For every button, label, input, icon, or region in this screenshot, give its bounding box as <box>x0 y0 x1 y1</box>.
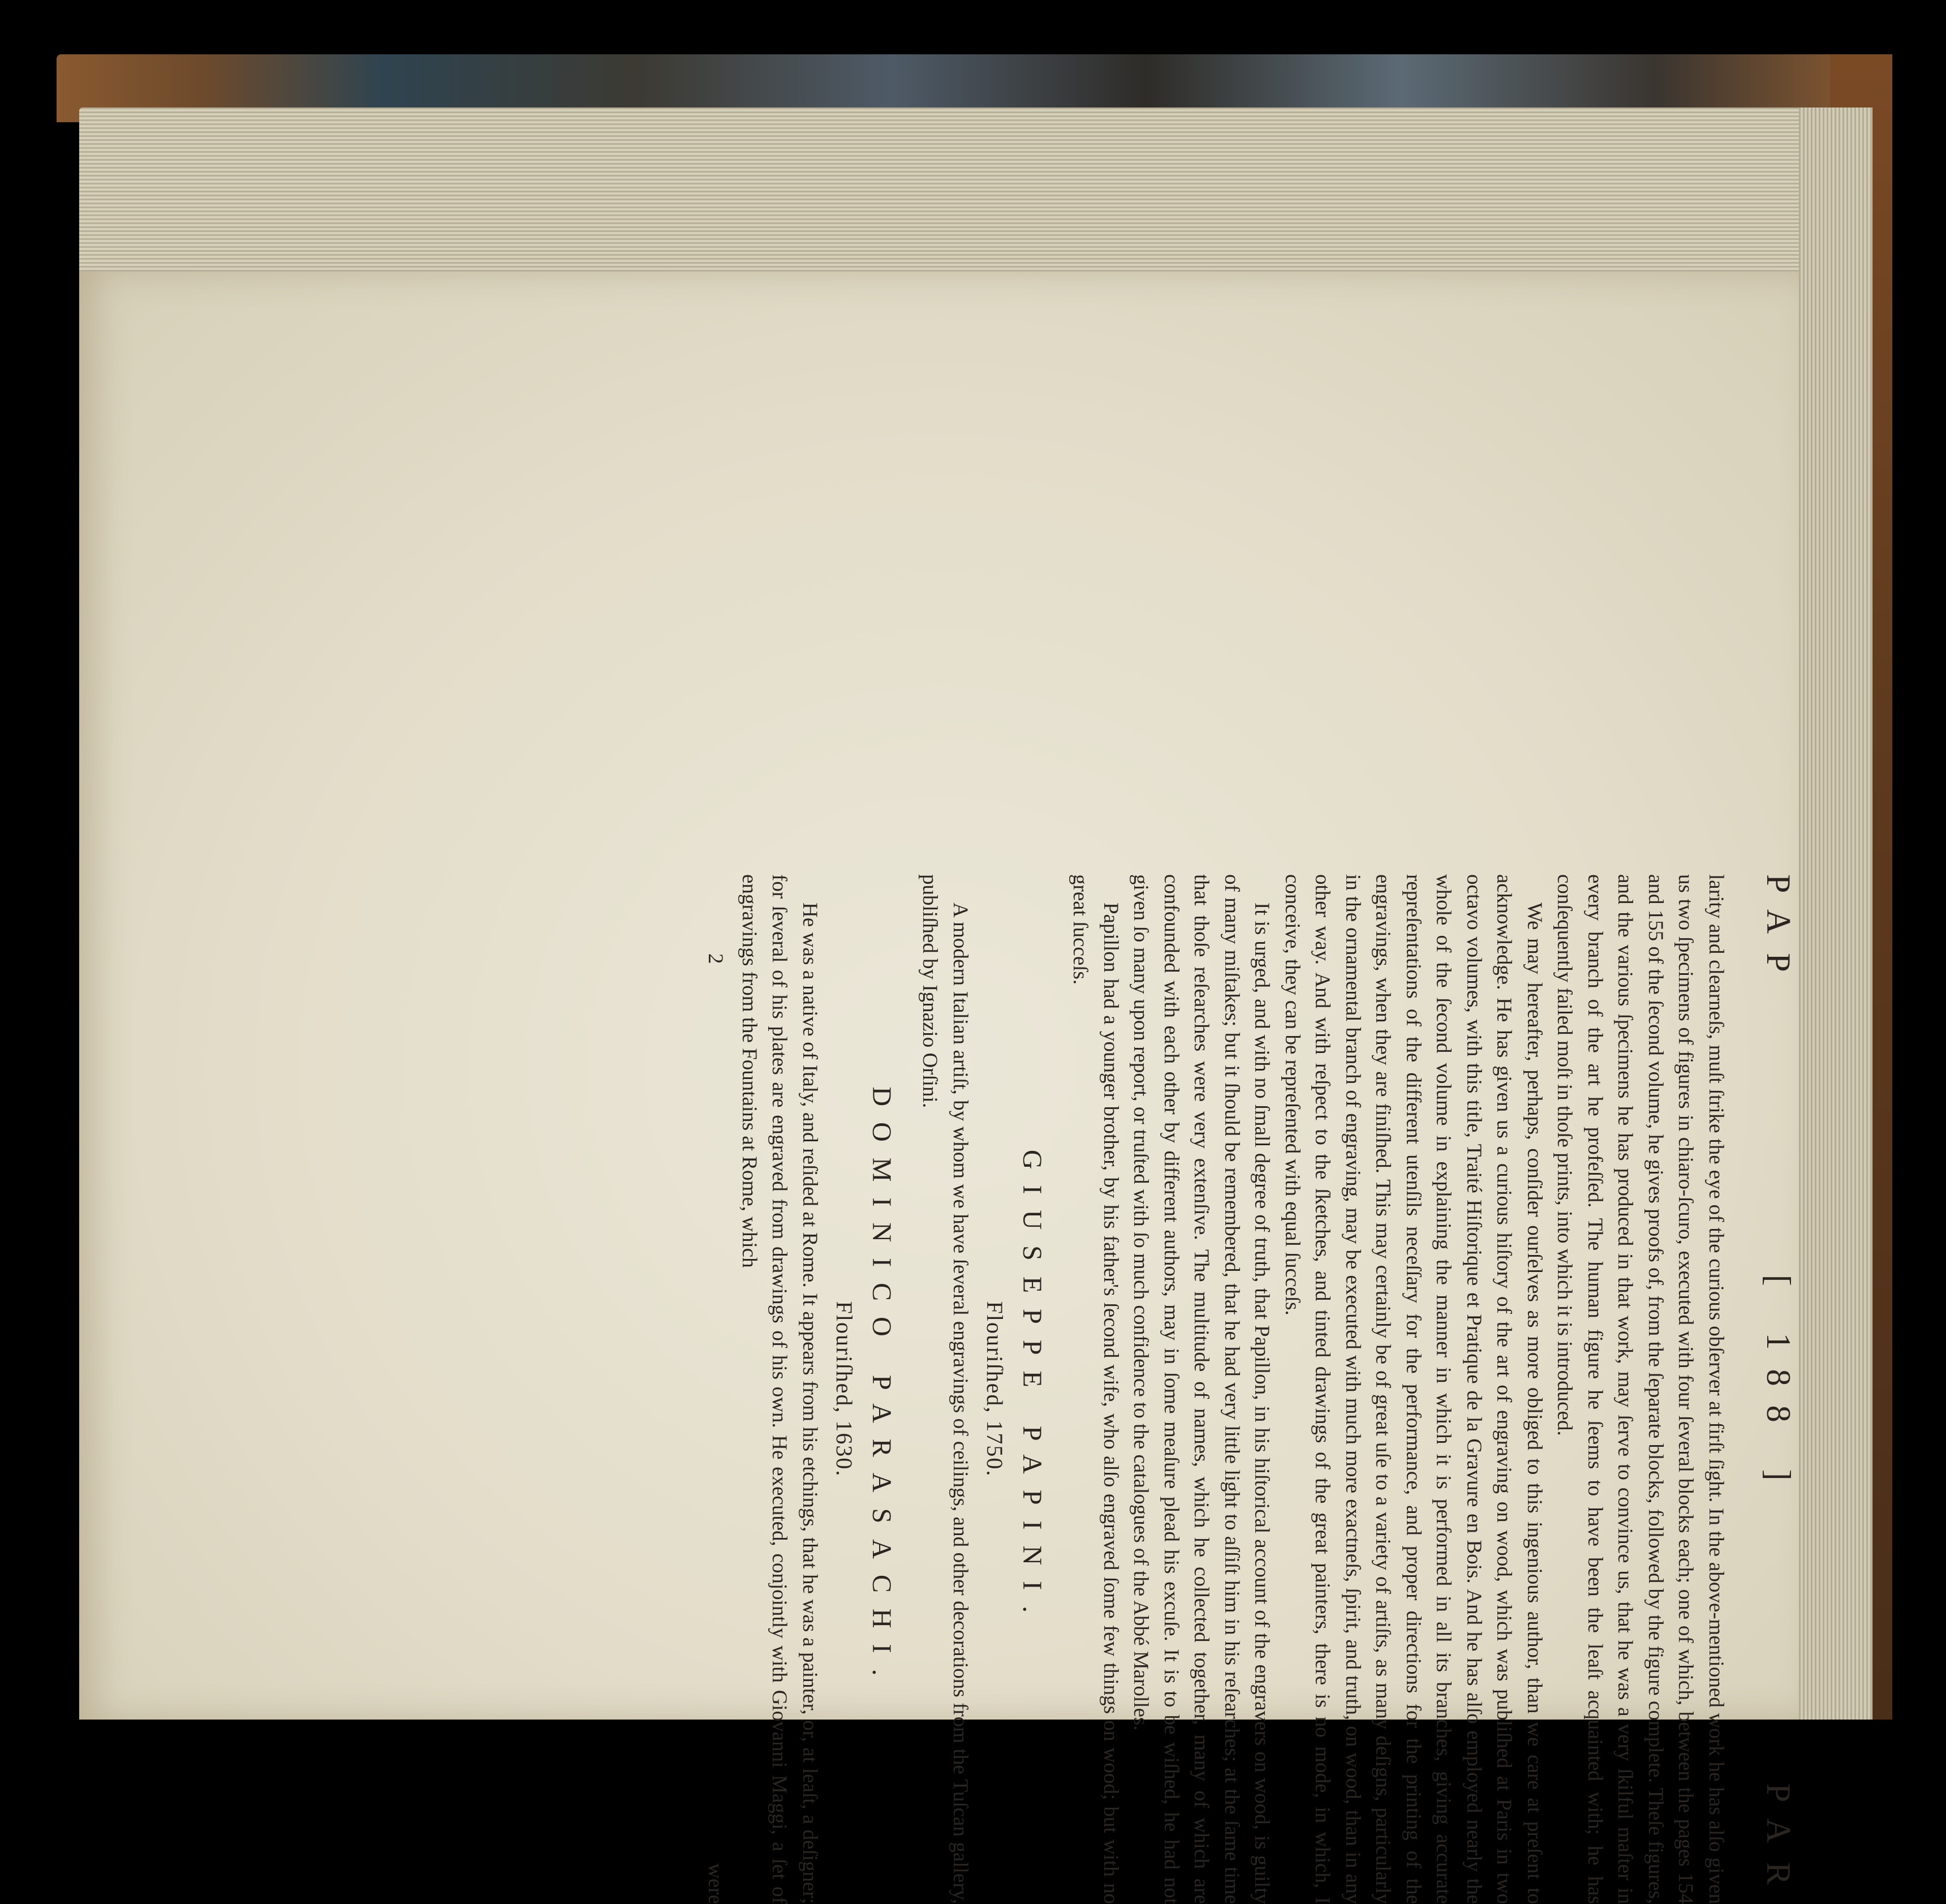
paragraph-3: It is urged, and with no ſmall degree of truth, that Papillon, in his hiſtorical account of the engravers on wood, is guilty of many miſtakes; but it ſhould be remembered, that he had very little light to aſſiſt him in his reſearches; at the ſame time that thoſe reſearches were very extenſive. The multitude of names, which he collected together, many of which are confounded with each other by different authors, may in ſome meaſure plead his excuſe. It is to be wiſhed, he had not given ſo many upon report, or truſted with ſo much confidence to the catalogues of the Abbé Marolles. <box>1129 874 1274 1904</box>
running-head-right: PAR <box>1760 1783 1797 1904</box>
entry-text-parasachi: He was a native of Italy, and reſided at Rome. It appears from his etchings, that he was a painter, or, at leaſt, a deſigner; for ſeveral of his plates are engraved from drawings of his own. He executed, conjointly with Giovanni Maggi, a ſet of engravings from the Fountains at Rome, which <box>738 874 821 1904</box>
entry-heading-papini: GIUSEPPE PAPINI. <box>1017 1149 1047 1629</box>
paragraph-4: Papillon had a younger brother, by his father's ſecond wife, who alſo engraved ſome few things on wood; but with no great ſucceſs. <box>1069 874 1122 1904</box>
entry-text-papini: A modern Italian artiſt, by whom we have ſeveral engravings of ceilings, and other decorations from the Tuſcan gallery, publiſhed by Ignazio Orſini. <box>918 874 972 1904</box>
entry-heading-parasachi: DOMINICO PARASACHI. <box>867 1086 897 1692</box>
running-head-left: PAP <box>1760 874 1797 991</box>
paragraph-1: larity and clearneſs, muſt ſtrike the eye of the curious obſerver at firſt ſight. In the above-mentioned work he has alſo given us two ſpecimens of figures in chiaro-ſcuro, executed with four ſeveral blocks each; one of which, between the pages 154 and 155 of the ſecond volume, he gives proofs of, from the ſeparate blocks, followed by the figure complete. Theſe figures, and the various ſpecimens he has produced in that work, may ſerve to convince us, that he was a very ſkilful maſter in every branch of the art he profeſſed. The human figure he ſeems to have been the leaſt acquainted with; he has conſequently failed moſt in thoſe prints, into which it is introduced. <box>1553 874 1728 1904</box>
signature-mark: 2 <box>704 953 727 964</box>
page-footer <box>700 874 731 1904</box>
catchword: were <box>704 1863 727 1904</box>
running-head <box>1742 874 1797 1904</box>
page-number: [ 188 ] <box>1760 1274 1797 1500</box>
paragraph-2: We may hereafter, perhaps, conſider ourſelves as more obliged to this ingenious author, than we care at preſent to acknowledge. He has given us a curious hiſtory of the art of engraving on wood, which was publiſhed at Paris in two octavo volumes, with this title, Traité Hiſtorique et Pratique de la Gravure en Bois. And he has alſo employed nearly the whole of the ſecond volume in explaining the manner in which it is performed in all its branches, giving accurate repreſentations of the different utenſils neceſſary for the performance, and proper directions for the printing of the engravings, when they are finiſhed. This may certainly be of great uſe to a variety of artiſts, as many deſigns, particularly in the ornamental branch of engraving, may be executed with much more exactneſs, ſpirit, and truth, on wood, than in any other way. And with reſpect to the ſketches, and tinted drawings of the great painters, there is no mode, in which, I conceive, they can be repreſented with equal ſucceſs. <box>1281 874 1546 1904</box>
page-block-top <box>79 108 1872 294</box>
page-text-block <box>684 874 1797 1904</box>
page-block-side <box>1799 108 1872 1720</box>
entry-date-parasachi: Flouriſhed, 1630. <box>832 1301 858 1477</box>
entry-date-papini: Flouriſhed, 1750. <box>982 1301 1008 1477</box>
book-page <box>79 272 1799 1904</box>
